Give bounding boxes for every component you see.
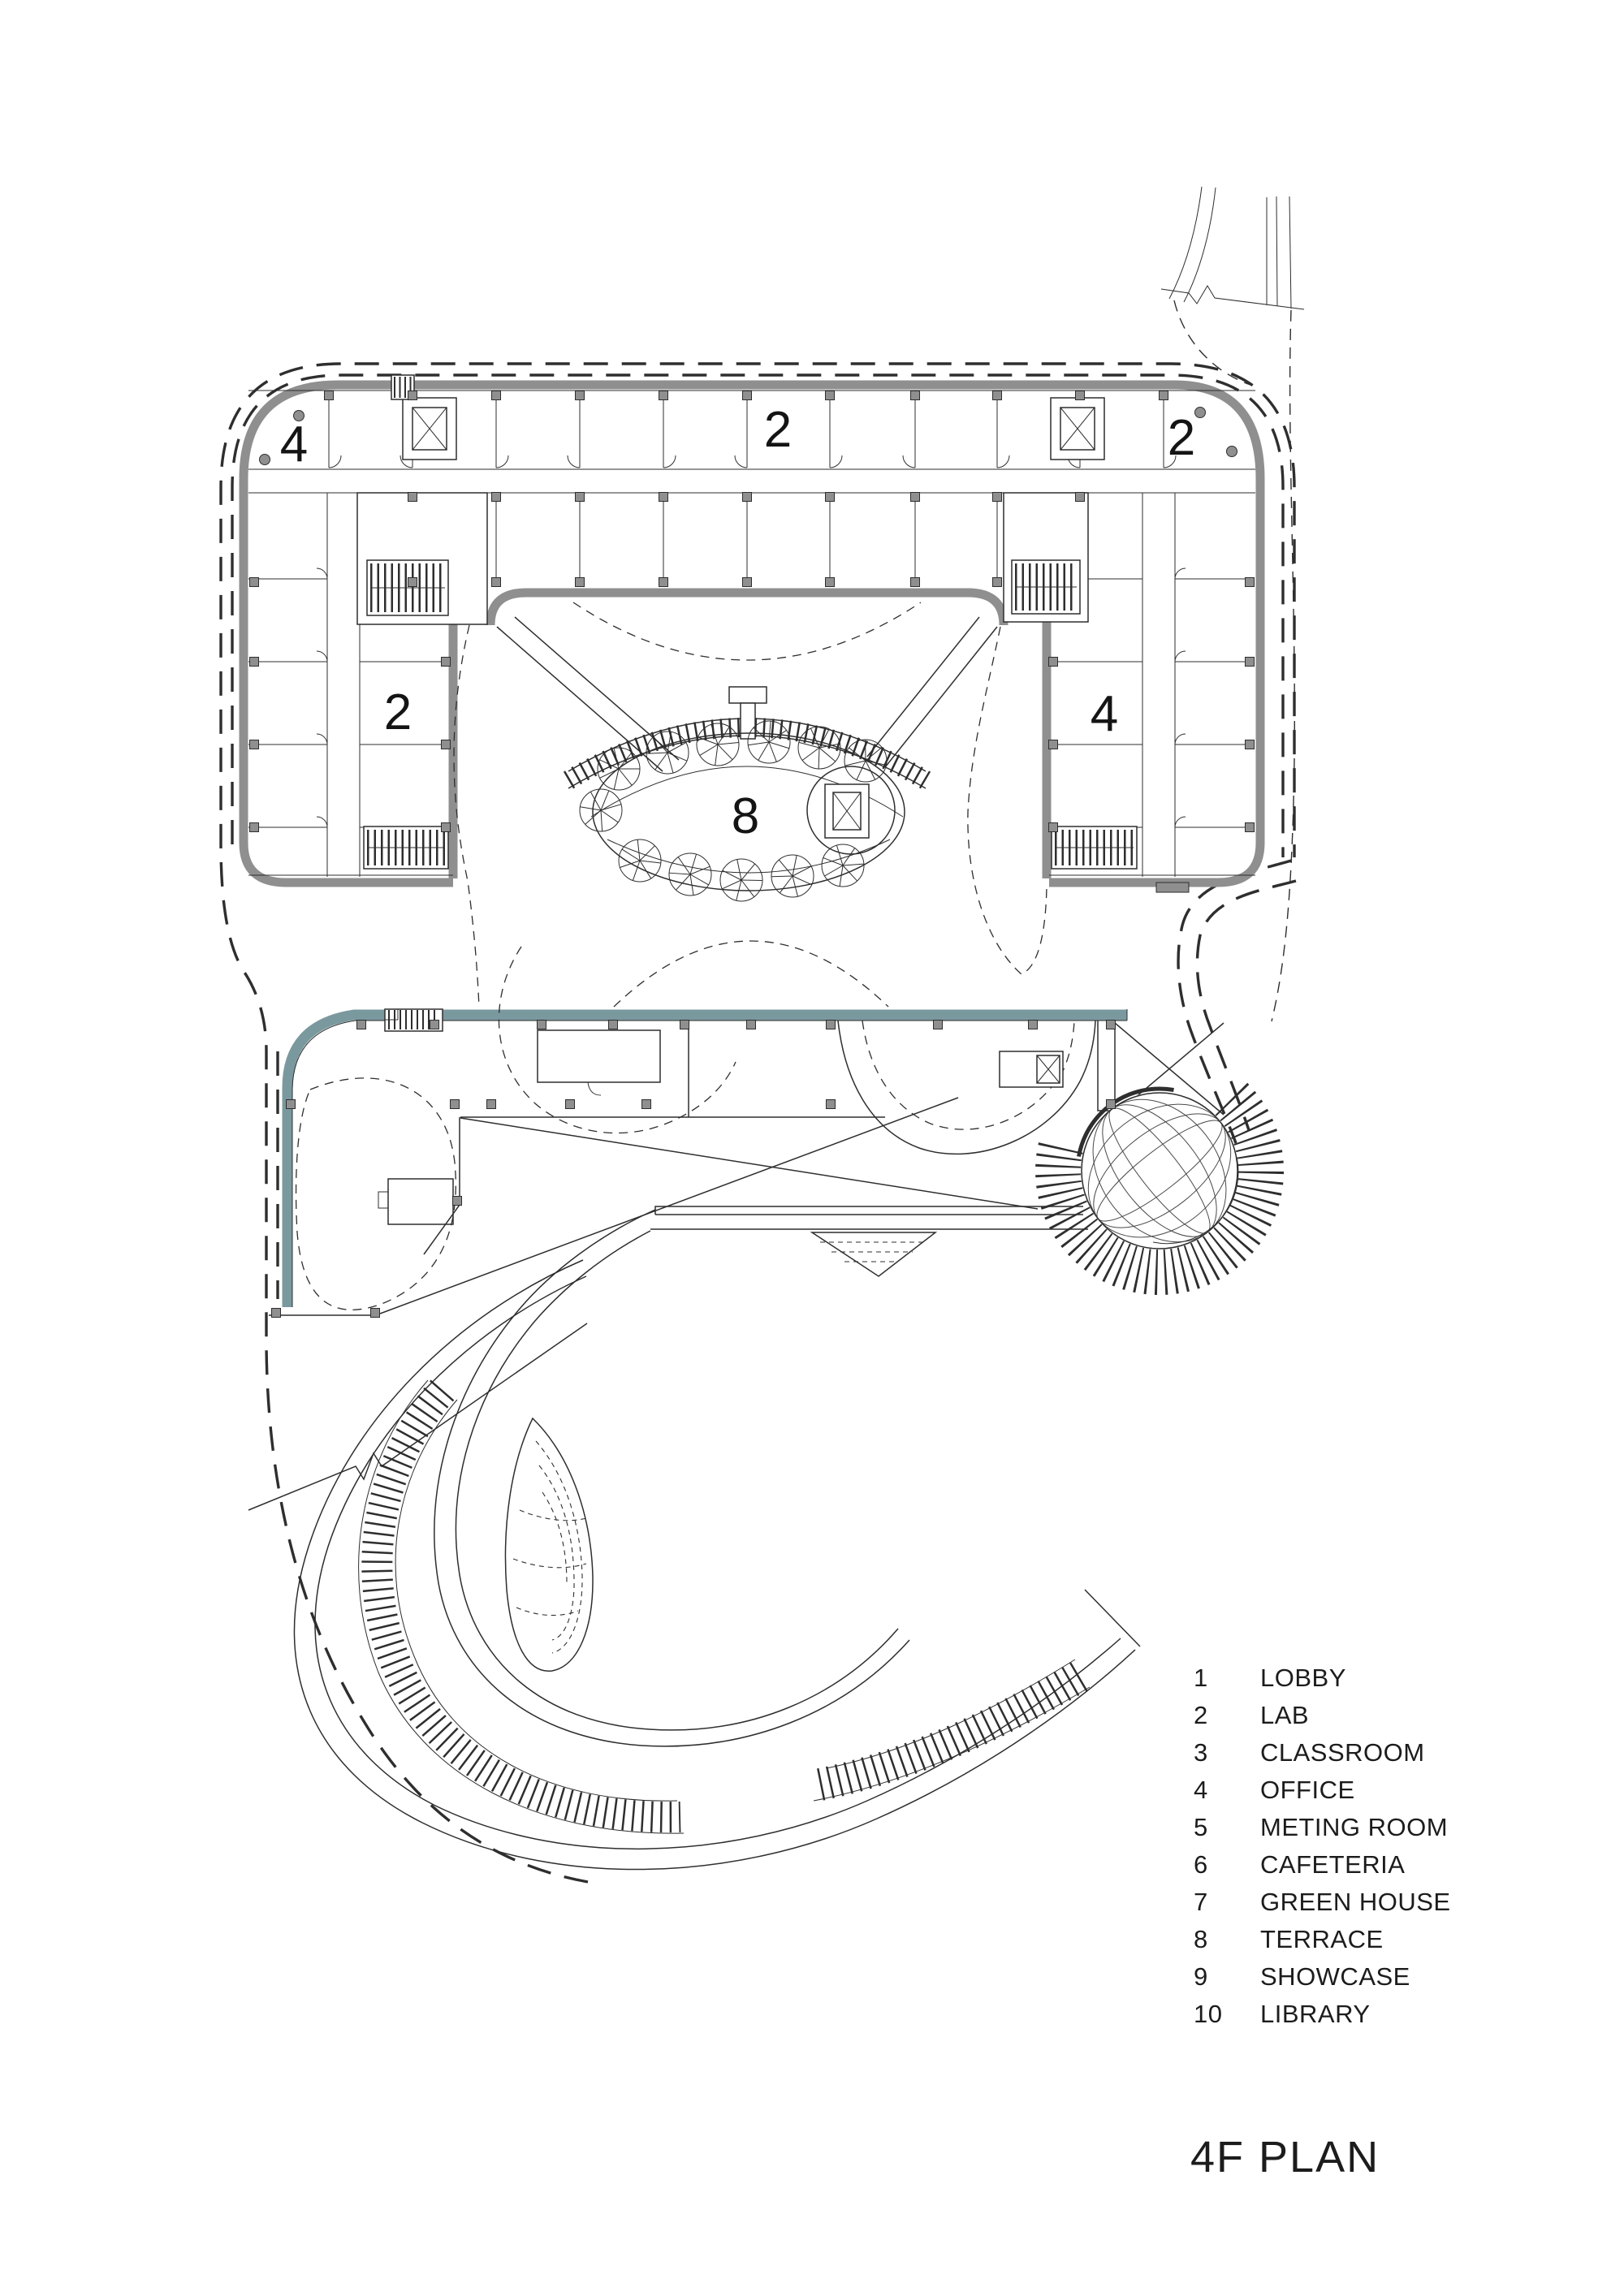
- column: [659, 391, 668, 400]
- room-label-lab-tr: 2: [1167, 410, 1196, 466]
- tree-branch: [793, 856, 797, 876]
- door-swing: [317, 734, 327, 744]
- tree-branch: [622, 849, 640, 861]
- shingle-canopy: [812, 1232, 935, 1276]
- column: [827, 1100, 836, 1109]
- tree-branch: [637, 839, 640, 861]
- tree-branch: [843, 848, 855, 865]
- legend-item-number: 1: [1194, 1664, 1208, 1692]
- column: [453, 1197, 462, 1206]
- door-swing: [329, 455, 341, 468]
- column: [1049, 740, 1058, 749]
- legend-item-label: METING ROOM: [1260, 1813, 1449, 1841]
- room-label-lab-left-wing: 2: [383, 684, 412, 740]
- column: [576, 493, 585, 502]
- legend-item-label: GREEN HOUSE: [1260, 1888, 1451, 1916]
- shingle-teardrop: [505, 1418, 593, 1671]
- greenhouse-dome: [1050, 1061, 1269, 1280]
- tree-branch: [669, 873, 690, 874]
- tree-branch: [640, 861, 661, 863]
- column: [747, 1021, 756, 1029]
- tree: [580, 789, 622, 831]
- column: [487, 1100, 496, 1109]
- column: [1049, 823, 1058, 832]
- tree-branch: [718, 744, 732, 760]
- tree-branch: [741, 880, 754, 897]
- tree-branch: [737, 860, 741, 880]
- tree-branch: [866, 761, 875, 779]
- column: [911, 391, 920, 400]
- room-label-lab-top: 2: [763, 402, 793, 458]
- door-swing: [317, 651, 327, 662]
- tree-branch: [601, 810, 618, 822]
- room-label-terrace: 8: [731, 788, 760, 844]
- column: [250, 823, 259, 832]
- tree-branch: [769, 742, 776, 762]
- tree-branch: [678, 857, 690, 874]
- door-swing: [997, 455, 1009, 468]
- tree: [697, 723, 739, 766]
- legend-item: [1194, 1659, 1451, 1697]
- door-swing: [903, 455, 915, 468]
- column: [1107, 1100, 1116, 1109]
- tree: [669, 853, 711, 896]
- tree: [748, 721, 790, 763]
- door-swing: [1175, 568, 1186, 579]
- tree-branch: [780, 876, 793, 893]
- tree-branch: [640, 846, 654, 861]
- tree-branch: [748, 742, 769, 745]
- column: [566, 1100, 575, 1109]
- column: [576, 578, 585, 587]
- legend-item-number: 5: [1194, 1813, 1208, 1841]
- tree-branch: [601, 791, 609, 810]
- column: [609, 1021, 618, 1029]
- column: [576, 391, 585, 400]
- column: [911, 493, 920, 502]
- legend-item-number: 2: [1194, 1701, 1208, 1729]
- tree-branch: [667, 753, 687, 761]
- contour-bottom: [614, 941, 888, 1007]
- column: [659, 493, 668, 502]
- column: [1160, 391, 1168, 400]
- room: [388, 1179, 453, 1224]
- column: [325, 391, 334, 400]
- column: [451, 1100, 460, 1109]
- legend-item-number: 3: [1194, 1738, 1208, 1767]
- legend-item-number: 7: [1194, 1888, 1208, 1916]
- column: [287, 1100, 296, 1109]
- column: [642, 1100, 651, 1109]
- column: [1246, 578, 1255, 587]
- tree-branch: [741, 864, 755, 880]
- door-swing: [496, 455, 508, 468]
- tree-branch: [802, 748, 819, 761]
- column: [826, 391, 835, 400]
- legend-item-label: LAB: [1260, 1701, 1310, 1729]
- courtyard-wall-band: [490, 593, 1004, 625]
- legend-item: [1194, 1697, 1451, 1734]
- legend-item: [1194, 1921, 1451, 1958]
- legend-item-label: SHOWCASE: [1260, 1962, 1410, 1991]
- tree-branch: [667, 732, 672, 753]
- break-line: [1161, 286, 1304, 309]
- tree-branch: [619, 769, 632, 785]
- legend: [1194, 1659, 1451, 2033]
- tree-branch: [601, 810, 603, 831]
- tree: [771, 855, 814, 897]
- tree-branch: [722, 880, 741, 889]
- legend-item-number: 9: [1194, 1962, 1208, 1991]
- column: [408, 578, 417, 587]
- column: [1049, 658, 1058, 667]
- tree-branch: [843, 864, 864, 865]
- contour-left: [454, 625, 479, 1008]
- legend-item-number: 8: [1194, 1925, 1208, 1953]
- legend-item-number: 4: [1194, 1776, 1208, 1804]
- tree-branch: [590, 792, 601, 810]
- tree-branch: [690, 854, 697, 874]
- room-label-office-tl: 4: [279, 416, 309, 473]
- tree: [646, 732, 689, 774]
- column: [1076, 493, 1085, 502]
- column: [680, 1021, 689, 1029]
- lower-building: [269, 947, 1224, 1315]
- legend-item-label: CLASSROOM: [1260, 1738, 1425, 1767]
- column: [442, 740, 451, 749]
- legend-item: [1194, 1809, 1451, 1846]
- door-swing: [1175, 817, 1186, 827]
- column: [357, 1021, 366, 1029]
- column: [492, 493, 501, 502]
- door-swing: [830, 455, 842, 468]
- column: [1107, 1021, 1116, 1029]
- column: [408, 391, 417, 400]
- door-swing: [1175, 734, 1186, 744]
- door-swing: [317, 568, 327, 579]
- column: [1076, 391, 1085, 400]
- legend-item: [1194, 1958, 1451, 1996]
- door-swing: [317, 817, 327, 827]
- column: [1029, 1021, 1038, 1029]
- column: [492, 391, 501, 400]
- column: [826, 493, 835, 502]
- legend-item: [1194, 1772, 1451, 1809]
- column: [743, 391, 752, 400]
- column: [1246, 658, 1255, 667]
- column: [993, 493, 1002, 502]
- column: [993, 578, 1002, 587]
- tree-branch: [690, 874, 709, 885]
- tree-branch: [779, 860, 793, 876]
- tree-branch: [633, 861, 640, 881]
- legend-item: [1194, 1734, 1451, 1772]
- tree-branch: [667, 753, 673, 773]
- tree-branch: [793, 876, 812, 885]
- column: [827, 1021, 836, 1029]
- legend-item-label: LOBBY: [1260, 1664, 1346, 1692]
- column: [993, 391, 1002, 400]
- door-swing: [1175, 651, 1186, 662]
- column: [442, 658, 451, 667]
- tree-branch: [715, 744, 718, 766]
- legend-item-label: LIBRARY: [1260, 2000, 1371, 2028]
- tree-branch: [741, 880, 762, 881]
- column: [743, 578, 752, 587]
- column: [743, 493, 752, 502]
- column: [659, 578, 668, 587]
- column: [250, 740, 259, 749]
- tree-branch: [758, 742, 769, 760]
- column: [826, 578, 835, 587]
- spiral-ramp: [248, 1210, 1140, 1870]
- door-swing: [663, 455, 676, 468]
- legend-item-number: 10: [1194, 2000, 1223, 2028]
- column: [430, 1021, 439, 1029]
- legend-item-label: TERRACE: [1260, 1925, 1384, 1953]
- column: [442, 823, 451, 832]
- column: [272, 1309, 281, 1318]
- column: [1246, 740, 1255, 749]
- column: [371, 1309, 380, 1318]
- legend-item: [1194, 1846, 1451, 1884]
- tree-branch: [700, 744, 718, 755]
- legend-item-label: CAFETERIA: [1260, 1850, 1406, 1879]
- room-label-office-right-wing: 4: [1090, 686, 1119, 742]
- column: [250, 658, 259, 667]
- ramp-outer-arc: [294, 1260, 1135, 1870]
- sheet-title: 4F PLAN: [1190, 2133, 1380, 2182]
- column: [934, 1021, 943, 1029]
- tree: [844, 740, 887, 782]
- tree-branch: [718, 742, 739, 744]
- tree-branch: [580, 807, 601, 810]
- legend-item-number: 6: [1194, 1850, 1208, 1879]
- legend-item-label: OFFICE: [1260, 1776, 1355, 1804]
- door-swing: [568, 455, 580, 468]
- tree-branch: [836, 845, 843, 865]
- tree: [822, 844, 864, 887]
- column: [1246, 823, 1255, 832]
- contour-right: [968, 627, 1047, 974]
- tree-branch: [819, 748, 836, 762]
- column: [538, 1021, 546, 1029]
- tree-branch: [857, 761, 866, 780]
- tree-branch: [769, 742, 789, 749]
- column: [492, 578, 501, 587]
- column: [911, 578, 920, 587]
- column: [408, 493, 417, 502]
- door-swing: [735, 455, 747, 468]
- tree-branch: [769, 721, 771, 742]
- tree: [720, 859, 762, 901]
- tree-branch: [818, 748, 819, 769]
- room: [538, 1030, 660, 1082]
- tree-branch: [824, 865, 843, 876]
- tree-branch: [771, 876, 793, 877]
- legend-item: [1194, 1884, 1451, 1921]
- column: [250, 578, 259, 587]
- tree-branch: [655, 753, 667, 770]
- tree-branch: [845, 761, 866, 766]
- legend-item: [1194, 1996, 1451, 2033]
